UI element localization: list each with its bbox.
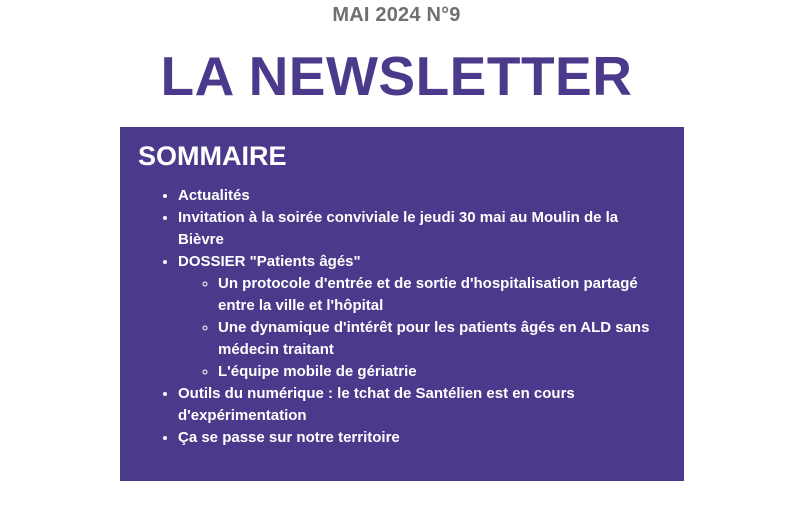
toc-subitem-label[interactable]: L'équipe mobile de gériatrie <box>218 363 417 380</box>
toc-subitem-dynamique[interactable] <box>218 317 666 361</box>
toc-list <box>138 185 666 449</box>
toc-subitem-equipe-mobile[interactable] <box>218 361 666 383</box>
toc-item-label[interactable]: DOSSIER "Patients âgés" <box>178 253 361 270</box>
issue-label: MAI 2024 N°9 <box>332 4 461 26</box>
toc-item-territoire[interactable] <box>178 427 666 449</box>
toc-item-label[interactable]: Actualités <box>178 187 250 204</box>
toc-subitem-protocole[interactable] <box>218 273 666 317</box>
toc-item-label[interactable]: Outils du numérique : le tchat de Santélien est en cours d'expérimentation <box>178 385 575 424</box>
page-title: LA NEWSLETTER <box>160 45 633 107</box>
toc-heading: SOMMAIRE <box>138 141 287 171</box>
toc-subitem-label[interactable]: Une dynamique d'intérêt pour les patients âgés en ALD sans médecin traitant <box>218 319 650 358</box>
toc-item-actualites[interactable] <box>178 185 666 207</box>
toc-item-label[interactable]: Invitation à la soirée conviviale le jeudi 30 mai au Moulin de la Bièvre <box>178 209 619 248</box>
toc-item-label[interactable]: Ça se passe sur notre territoire <box>178 429 400 446</box>
toc-item-invitation[interactable] <box>178 207 666 251</box>
toc-subitem-label[interactable]: Un protocole d'entrée et de sortie d'hospitalisation partagé entre la ville et l'hôpital <box>218 275 638 314</box>
table-of-contents <box>120 127 684 481</box>
toc-item-dossier[interactable] <box>178 251 666 383</box>
toc-sublist <box>178 273 666 383</box>
toc-item-outils-numerique[interactable] <box>178 383 666 427</box>
